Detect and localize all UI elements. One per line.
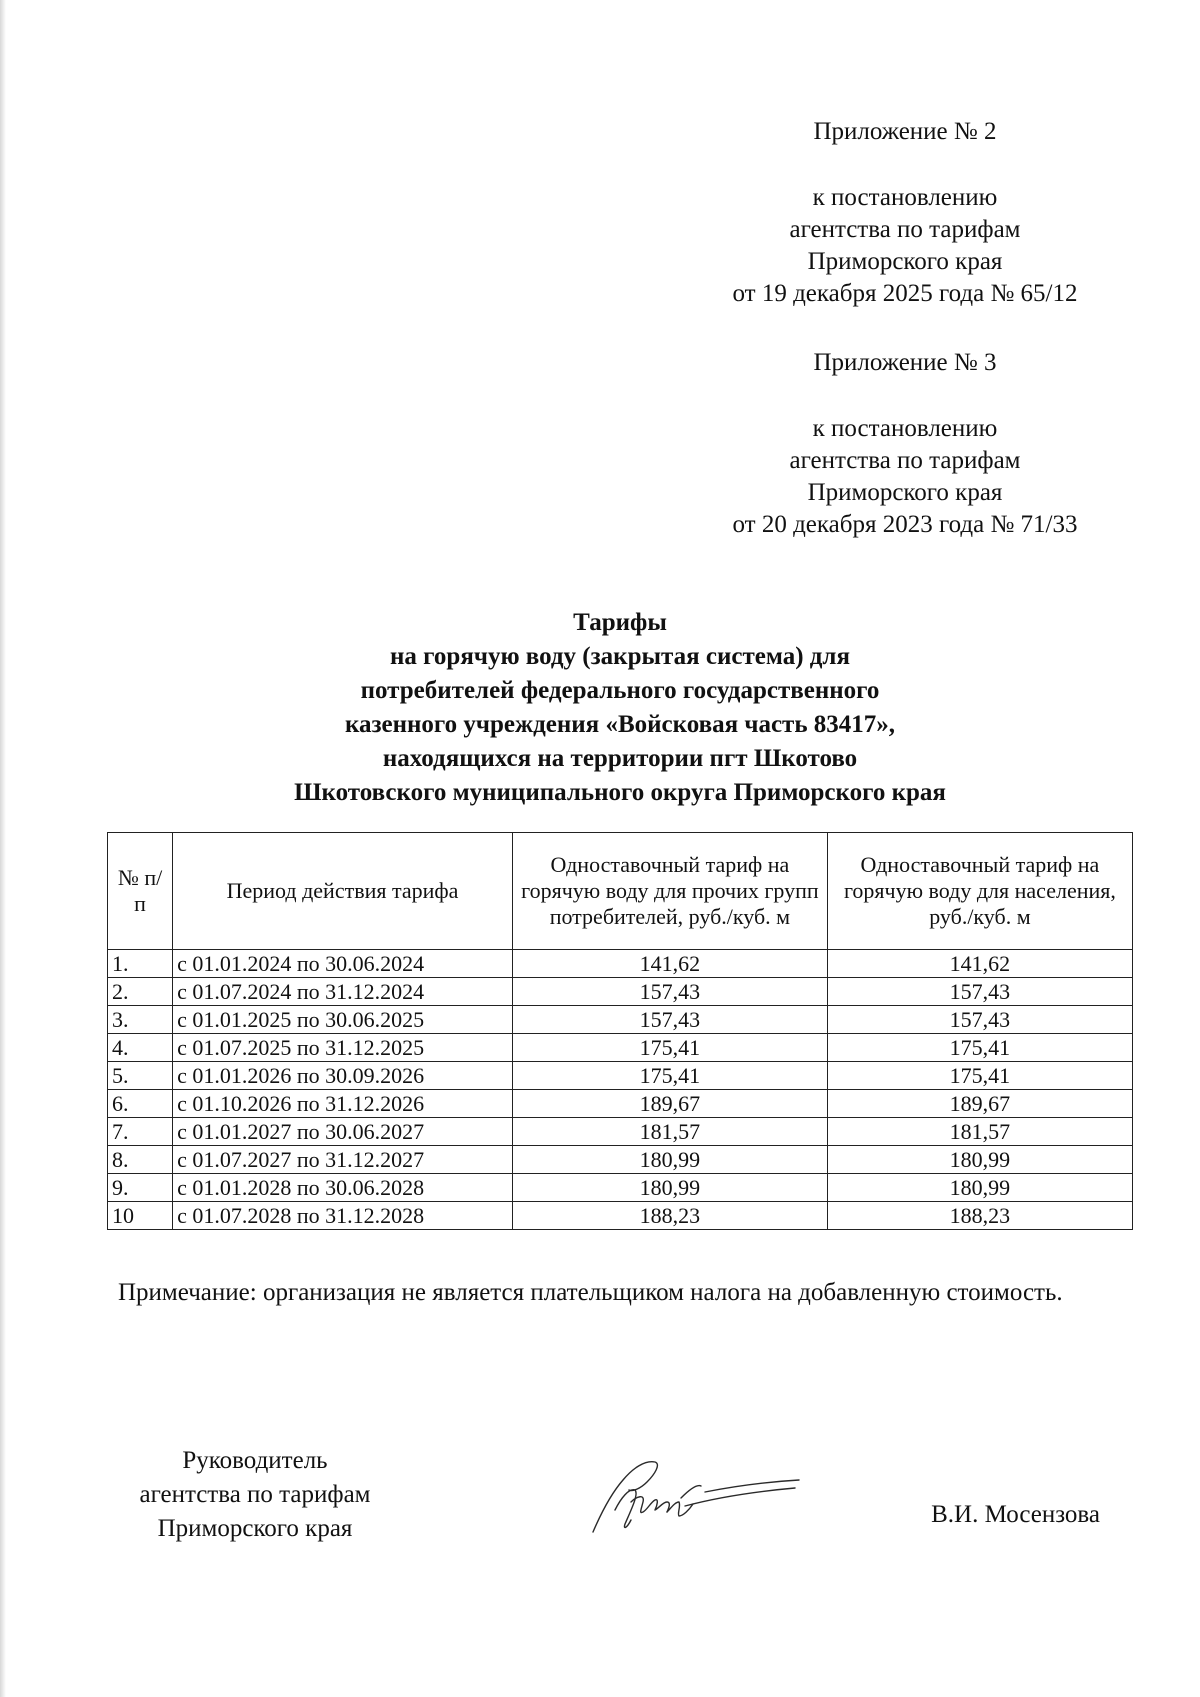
title-line: Тарифы [573, 609, 667, 636]
row-population-tariff-cell: 157,43 [827, 978, 1132, 1006]
appendix-3-title: Приложение № 3 [813, 349, 997, 376]
appendix-2-line: агентства по тарифам [789, 216, 1021, 243]
signer-title-line: Руководитель [182, 1447, 328, 1474]
row-population-tariff-cell: 175,41 [827, 1034, 1132, 1062]
appendix-2-line: к постановлению [812, 184, 998, 211]
table-row [108, 1090, 1133, 1118]
row-population-tariff-cell: 189,67 [827, 1090, 1132, 1118]
table-row [108, 1118, 1133, 1146]
row-other-tariff-cell: 175,41 [512, 1062, 827, 1090]
handwritten-signature-icon [585, 1440, 805, 1550]
header-period: Период действия тарифа [173, 833, 513, 950]
title-line: находящихся на территории пгт Шкотово [382, 745, 858, 772]
row-period-cell: с 01.07.2024 по 31.12.2024 [173, 978, 513, 1006]
signer-title-line: Приморского края [157, 1515, 353, 1542]
row-population-tariff-cell: 157,43 [827, 1006, 1132, 1034]
row-other-tariff-cell: 180,99 [512, 1174, 827, 1202]
row-number-cell: 8. [108, 1146, 173, 1174]
table-row [108, 1034, 1133, 1062]
note-text: Примечание: организация не является плательщиком налога на добавленную стоимость. [118, 1279, 1063, 1306]
title-line: казенного учреждения «Войсковая часть 83417», [344, 711, 896, 738]
row-population-tariff-cell: 175,41 [827, 1062, 1132, 1090]
appendix-3-line: от 20 декабря 2023 года № 71/33 [732, 511, 1078, 538]
row-population-tariff-cell: 188,23 [827, 1202, 1132, 1230]
row-number-cell: 7. [108, 1118, 173, 1146]
row-number-cell: 9. [108, 1174, 173, 1202]
row-period-cell: с 01.01.2025 по 30.06.2025 [173, 1006, 513, 1034]
row-period-cell: с 01.07.2028 по 31.12.2028 [173, 1202, 513, 1230]
row-period-cell: с 01.01.2027 по 30.06.2027 [173, 1118, 513, 1146]
row-number-cell: 2. [108, 978, 173, 1006]
appendix-2-line: от 19 декабря 2025 года № 65/12 [732, 280, 1078, 307]
row-other-tariff-cell: 181,57 [512, 1118, 827, 1146]
title-line: потребителей федерального государственного [360, 677, 880, 704]
row-number-cell: 1. [108, 950, 173, 978]
signer-title-line: агентства по тарифам [139, 1481, 371, 1508]
row-other-tariff-cell: 157,43 [512, 978, 827, 1006]
table-row [108, 1202, 1133, 1230]
page-edge [0, 0, 6, 1697]
row-number-cell: 6. [108, 1090, 173, 1118]
row-period-cell: с 01.07.2025 по 31.12.2025 [173, 1034, 513, 1062]
row-other-tariff-cell: 175,41 [512, 1034, 827, 1062]
row-population-tariff-cell: 141,62 [827, 950, 1132, 978]
appendix-3-line: агентства по тарифам [789, 447, 1021, 474]
header-other-consumers: Одноставочный тариф на горячую воду для прочих групп потребителей, руб./куб. м [512, 833, 827, 950]
signer-title [110, 1444, 400, 1546]
title-line: на горячую воду (закрытая система) для [390, 643, 850, 670]
appendix-2-header [690, 116, 1120, 310]
row-number-cell: 5. [108, 1062, 173, 1090]
row-period-cell: с 01.01.2026 по 30.09.2026 [173, 1062, 513, 1090]
header-num: № п/п [108, 833, 173, 950]
row-period-cell: с 01.01.2024 по 30.06.2024 [173, 950, 513, 978]
row-number-cell: 10 [108, 1202, 173, 1230]
title-line: Шкотовского муниципального округа Приморского края [294, 779, 946, 806]
table-row [108, 1146, 1133, 1174]
appendix-3-header [690, 347, 1120, 541]
row-number-cell: 4. [108, 1034, 173, 1062]
row-population-tariff-cell: 180,99 [827, 1146, 1132, 1174]
table-row [108, 1174, 1133, 1202]
row-other-tariff-cell: 157,43 [512, 1006, 827, 1034]
table-header-row [108, 833, 1133, 950]
row-number-cell: 3. [108, 1006, 173, 1034]
row-population-tariff-cell: 180,99 [827, 1174, 1132, 1202]
row-other-tariff-cell: 141,62 [512, 950, 827, 978]
appendix-3-line: к постановлению [812, 415, 998, 442]
appendix-2-line: Приморского края [807, 248, 1003, 275]
appendix-2-title: Приложение № 2 [813, 118, 997, 145]
row-period-cell: с 01.07.2027 по 31.12.2027 [173, 1146, 513, 1174]
table-row [108, 950, 1133, 978]
row-period-cell: с 01.10.2026 по 31.12.2026 [173, 1090, 513, 1118]
tariff-table [107, 832, 1133, 1230]
table-row [108, 978, 1133, 1006]
row-other-tariff-cell: 189,67 [512, 1090, 827, 1118]
row-population-tariff-cell: 181,57 [827, 1118, 1132, 1146]
row-period-cell: с 01.01.2028 по 30.06.2028 [173, 1174, 513, 1202]
row-other-tariff-cell: 188,23 [512, 1202, 827, 1230]
table-row [108, 1006, 1133, 1034]
table-row [108, 1062, 1133, 1090]
appendix-3-line: Приморского края [807, 479, 1003, 506]
row-other-tariff-cell: 180,99 [512, 1146, 827, 1174]
document-title [120, 606, 1120, 810]
header-population: Одноставочный тариф на горячую воду для населения, руб./куб. м [827, 833, 1132, 950]
signer-name: В.И. Мосензова [931, 1501, 1100, 1528]
table-body [108, 950, 1133, 1230]
